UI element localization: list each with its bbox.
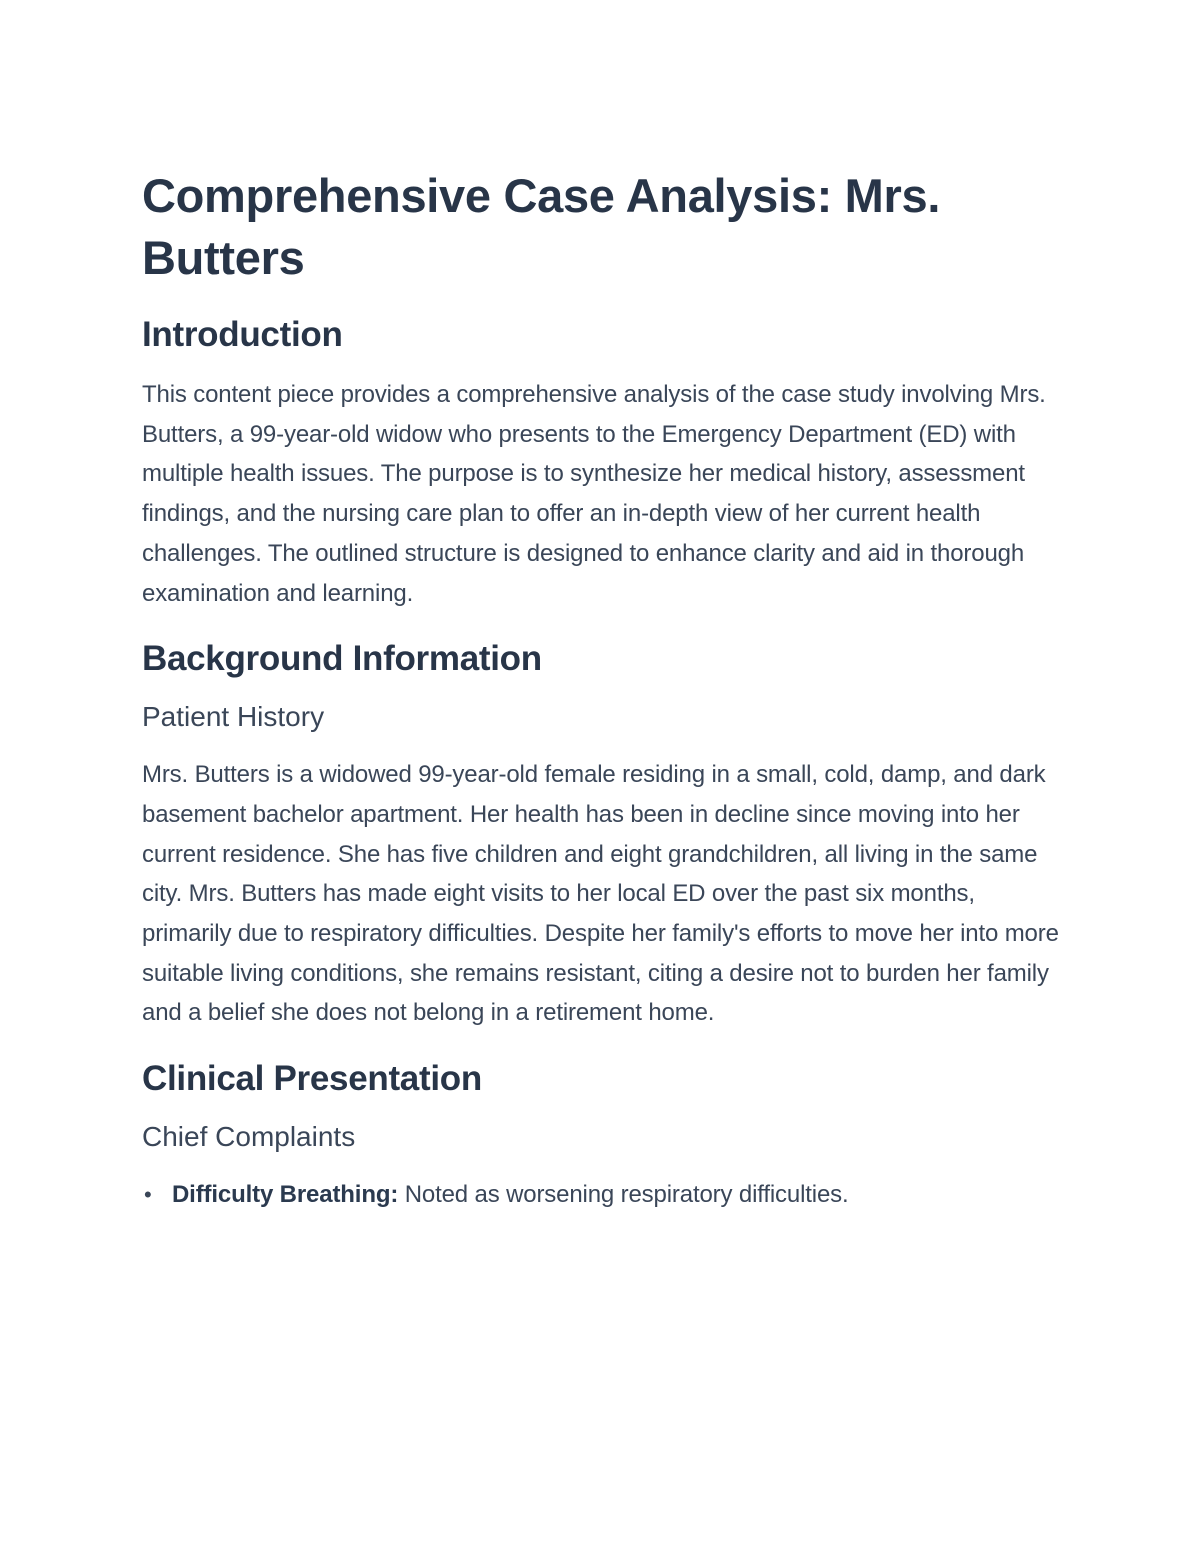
patient-history-paragraph: Mrs. Butters is a widowed 99-year-old female residing in a small, cold, damp, and dark basement bachelor apartment. Her health has been in decline since moving into her current residence. She has five children and eight grandchildren, all living in the same city. Mrs. Butters has made eight visits to her local ED over the past six months, primarily due to respiratory difficulties. Despite her family's efforts to move her into more suitable living conditions, she remains resistant, citing a desire not to burden her family and a belief she does not belong in a retirement home. <box>142 761 1059 1027</box>
chief-complaints-subheading: Chief Complaints <box>142 1121 356 1153</box>
list-item <box>142 1175 1062 1215</box>
bullet-icon: • <box>144 1182 152 1208</box>
complaint-term: Difficulty Breathing: <box>172 1181 399 1209</box>
chief-complaints-list <box>142 1175 1062 1215</box>
patient-history-subheading: Patient History <box>142 701 325 733</box>
introduction-heading: Introduction <box>142 315 343 354</box>
clinical-heading: Clinical Presentation <box>142 1059 482 1099</box>
introduction-paragraph: This content piece provides a comprehensive analysis of the case study involving Mrs. Butters, a 99-year-old widow who presents to the Emergency Department (ED) with multiple health issues. The purpose is to synthesize her medical history, assessment findings, and the nursing care plan to offer an in-depth view of her current health challenges. The outlined structure is designed to enhance clarity and aid in thorough examination and learning. <box>142 381 1046 607</box>
complaint-text: Noted as worsening respiratory difficulties. <box>398 1181 849 1209</box>
document-page <box>142 165 1062 1215</box>
background-heading: Background Information <box>142 639 542 679</box>
document-title: Comprehensive Case Analysis: Mrs. Butters <box>142 169 941 284</box>
clinical-section <box>142 1057 1062 1215</box>
introduction-section <box>142 313 1062 613</box>
background-section <box>142 637 1062 1033</box>
